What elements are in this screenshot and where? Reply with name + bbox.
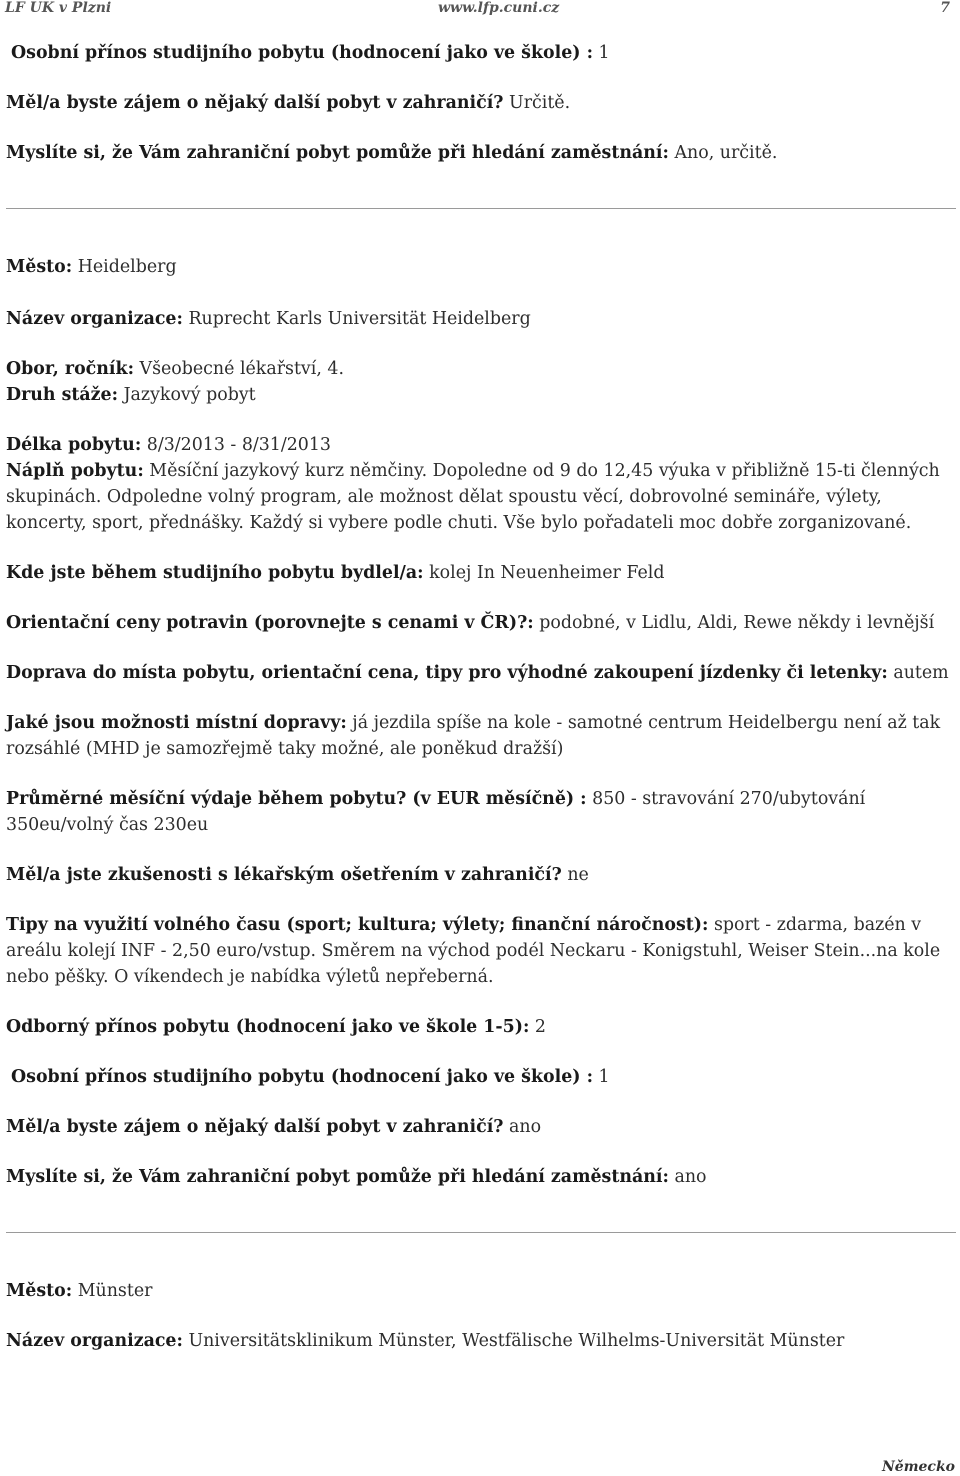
header-page-number: 7 — [940, 0, 950, 16]
field-value: Heidelberg — [77, 257, 177, 277]
field-value: sport - zdarma, bazén v areálu kolejí INF - 2,50 euro/vstup. Směrem na východ podél Neckaru - Konigstuhl, Weiser Stein...na kole nebo pěšky. O víkendech je nabídka výletů nepřeberná. — [6, 915, 941, 987]
field-osetreni — [6, 862, 956, 888]
field-mesto — [6, 1278, 956, 1304]
section-divider — [6, 1232, 956, 1233]
field-label: Myslíte si, že Vám zahraniční pobyt pomůže při hledání zaměstnání: — [6, 143, 669, 163]
field-value: 850 - stravování 270/ubytování 350eu/volný čas 230eu — [6, 789, 866, 835]
field-label: Měl/a jste zkušenosti s lékařským ošetřením v zahraničí? — [6, 865, 562, 885]
field-tipy — [6, 912, 956, 990]
field-value: podobné, v Lidlu, Aldi, Rewe někdy i levnější — [539, 613, 935, 633]
field-vydaje — [6, 786, 956, 838]
field-bydleni — [6, 560, 956, 586]
field-label: Obor, ročník: — [6, 359, 134, 379]
field-mesto — [6, 254, 956, 280]
field-obor — [6, 356, 956, 382]
header-faculty: LF UK v Plzni — [5, 0, 112, 16]
field-value: 1 — [598, 1067, 610, 1087]
field-osobni-prinos — [6, 1064, 956, 1090]
field-label: Název organizace: — [6, 1331, 183, 1351]
field-label: Měl/a byste zájem o nějaký další pobyt v zahraničí? — [6, 1117, 504, 1137]
field-value: Měsíční jazykový kurz němčiny. Dopoledne od 9 do 12,45 výuka v přibližně 15-ti členných skupinách. Odpoledne volný program, ale možnost dělat spoustu věcí, dobrovolné semináře, výlety, koncerty, sport, přednášky. Každý si vybere podle chuti. Vše bylo pořadateli moc dobře zorganizované. — [6, 461, 940, 533]
field-organizace — [6, 1328, 956, 1354]
field-value: Jazykový pobyt — [123, 385, 256, 405]
field-zamestnani — [6, 1164, 956, 1190]
section-divider — [6, 208, 956, 209]
field-label: Náplň pobytu: — [6, 461, 144, 481]
field-label: Délka pobytu: — [6, 435, 142, 455]
field-label: Tipy na využití volného času (sport; kultura; výlety; finanční náročnost): — [6, 915, 709, 935]
field-organizace — [6, 306, 956, 332]
field-label: Měl/a byste zájem o nějaký další pobyt v zahraničí? — [6, 93, 504, 113]
field-value: 8/3/2013 - 8/31/2013 — [146, 435, 331, 455]
field-napln — [6, 458, 956, 536]
field-value: Ruprecht Karls Universität Heidelberg — [188, 309, 531, 329]
field-value: ano — [674, 1167, 707, 1187]
field-value: Určitě. — [509, 93, 571, 113]
field-value: já jezdila spíše na kole - samotné centrum Heidelbergu není až tak rozsáhlé (MHD je samozřejmě taky možné, ale poněkud dražší) — [6, 713, 941, 759]
field-zamestnani — [6, 140, 956, 166]
field-label: Osobní přínos studijního pobytu (hodnocení jako ve škole) : — [11, 1067, 593, 1087]
field-label: Průměrné měsíční výdaje během pobytu? (v EUR měsíčně) : — [6, 789, 587, 809]
field-odborny-prinos — [6, 1014, 956, 1040]
field-ceny — [6, 610, 956, 636]
field-delka — [6, 432, 956, 458]
header-website: www.lfp.cuni.cz — [438, 0, 560, 16]
field-zajem — [6, 90, 956, 116]
field-value: autem — [893, 663, 949, 683]
field-label: Orientační ceny potravin (porovnejte s cenami v ČR)?: — [6, 613, 534, 633]
field-doprava — [6, 660, 956, 686]
field-label: Název organizace: — [6, 309, 183, 329]
field-value: 1 — [598, 43, 610, 63]
field-value: kolej In Neuenheimer Feld — [429, 563, 665, 583]
field-label: Myslíte si, že Vám zahraniční pobyt pomůže při hledání zaměstnání: — [6, 1167, 669, 1187]
field-value: Universitätsklinikum Münster, Westfälische Wilhelms-Universität Münster — [188, 1331, 845, 1351]
field-value: ne — [567, 865, 589, 885]
field-label: Doprava do místa pobytu, orientační cena, tipy pro výhodné zakoupení jízdenky či letenky: — [6, 663, 888, 683]
document-content — [6, 36, 956, 1354]
field-value: Ano, určitě. — [674, 143, 778, 163]
field-label: Kde jste během studijního pobytu bydlel/a: — [6, 563, 424, 583]
field-label: Město: — [6, 1281, 73, 1301]
field-zajem — [6, 1114, 956, 1140]
field-druh-staze — [6, 382, 956, 408]
field-label: Druh stáže: — [6, 385, 119, 405]
field-osobni-prinos — [6, 40, 956, 66]
field-value: Münster — [77, 1281, 153, 1301]
field-label: Odborný přínos pobytu (hodnocení jako ve škole 1-5): — [6, 1017, 530, 1037]
field-value: 2 — [534, 1017, 546, 1037]
page-header — [5, 0, 952, 18]
field-label: Město: — [6, 257, 73, 277]
field-mistni-doprava — [6, 710, 956, 762]
field-value: ano — [509, 1117, 542, 1137]
page-footer-country: Německo — [882, 1459, 955, 1475]
field-label: Jaké jsou možnosti místní dopravy: — [6, 713, 347, 733]
field-label: Osobní přínos studijního pobytu (hodnocení jako ve škole) : — [11, 43, 593, 63]
field-value: Všeobecné lékařství, 4. — [139, 359, 344, 379]
